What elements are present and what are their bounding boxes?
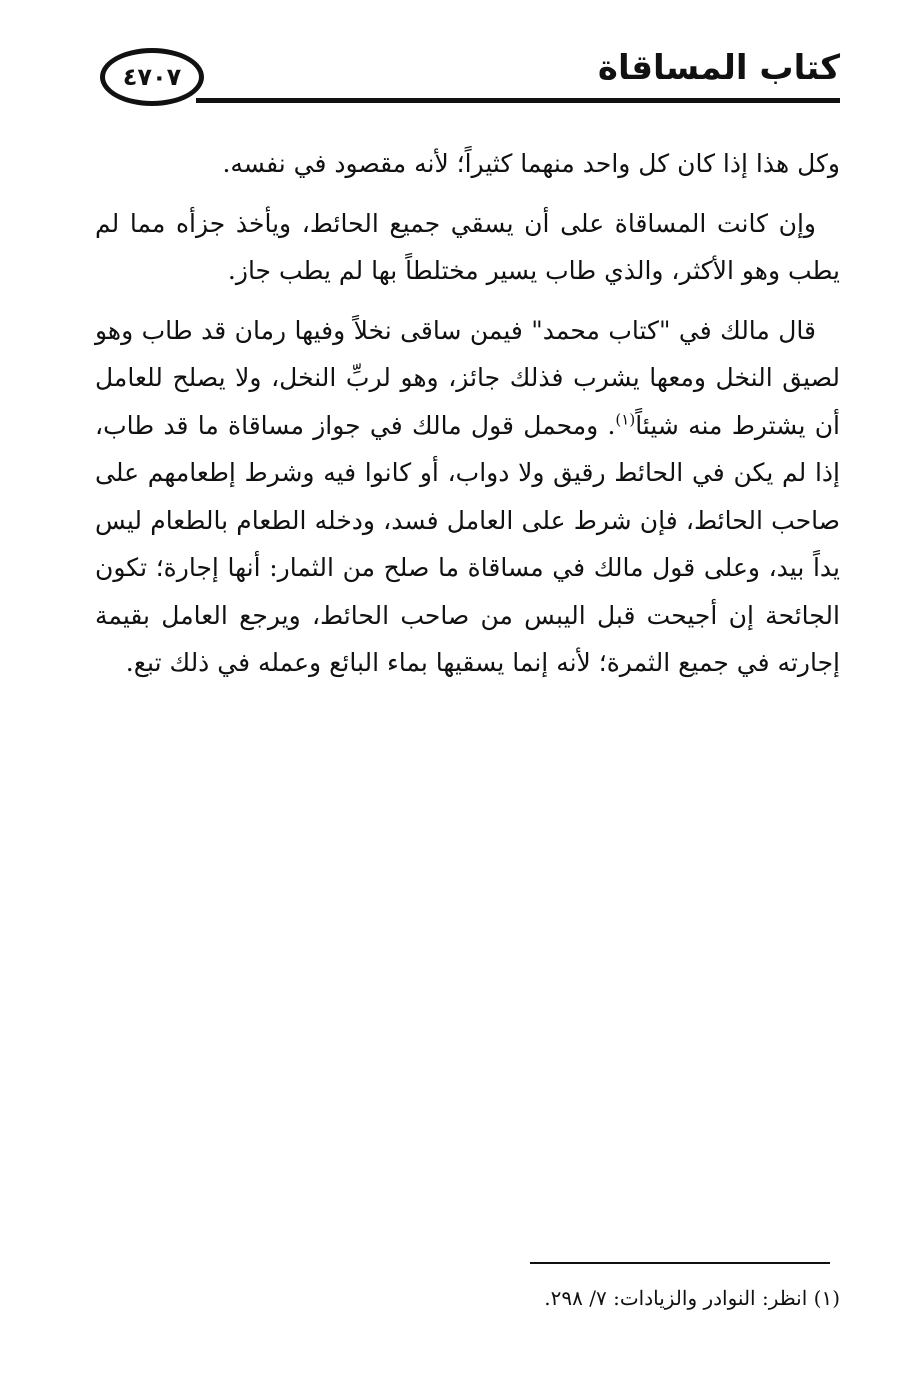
paragraph-2: وإن كانت المساقاة على أن يسقي جميع الحائط، ويأخذ جزأه مما لم يطب وهو الأكثر، والذي طاب يسير مختلطاً بها لم يطب جاز. [95,208,840,285]
footnote-separator [530,1262,830,1264]
header-rule [196,98,840,103]
footnote-1: (١) انظر: النوادر والزيادات: ٧/ ٢٩٨. [544,1286,840,1310]
paragraph-3-text-b: . ومحمل قول مالك في جواز مساقاة ما قد طاب، إذا لم يكن في الحائط رقيق ولا دواب، أو كانوا فيه وشرط إطعامهم على صاحب الحائط، فإن شرط على العامل فسد، ودخله الطعام بالطعام ليس يداً بيد، وعلى قول مالك في مساقاة ما صلح من الثمار: أنها إجارة؛ تكون الجائحة إن أجيحت قبل اليبس من صاحب الحائط، ويرجع العامل بقيمة إجارته في جميع الثمرة؛ لأنه إنما يسقيها بماء البائع وعمله في ذلك تبع. [95,410,840,677]
paragraph-1: وكل هذا إذا كان كل واحد منهما كثيراً؛ لأنه مقصود في نفسه. [222,149,840,178]
page-number-oval [100,48,204,106]
running-title: كتاب المساقاة [597,48,840,88]
footnote-reference[interactable]: (١) [615,410,636,429]
paragraph-3 [95,307,840,687]
paragraph-3-text-a: قال مالك في "كتاب محمد" فيمن ساقى نخلاً وفيها رمان قد طاب وهو لصيق النخل ومعها يشرب فذلك جائز، وهو لربِّ النخل، ولا يصلح للعامل أن يشترط منه شيئاً [95,315,840,440]
page-number: ٤٧٠٧ [122,63,182,91]
main-text [95,140,840,699]
page-header [90,40,840,120]
